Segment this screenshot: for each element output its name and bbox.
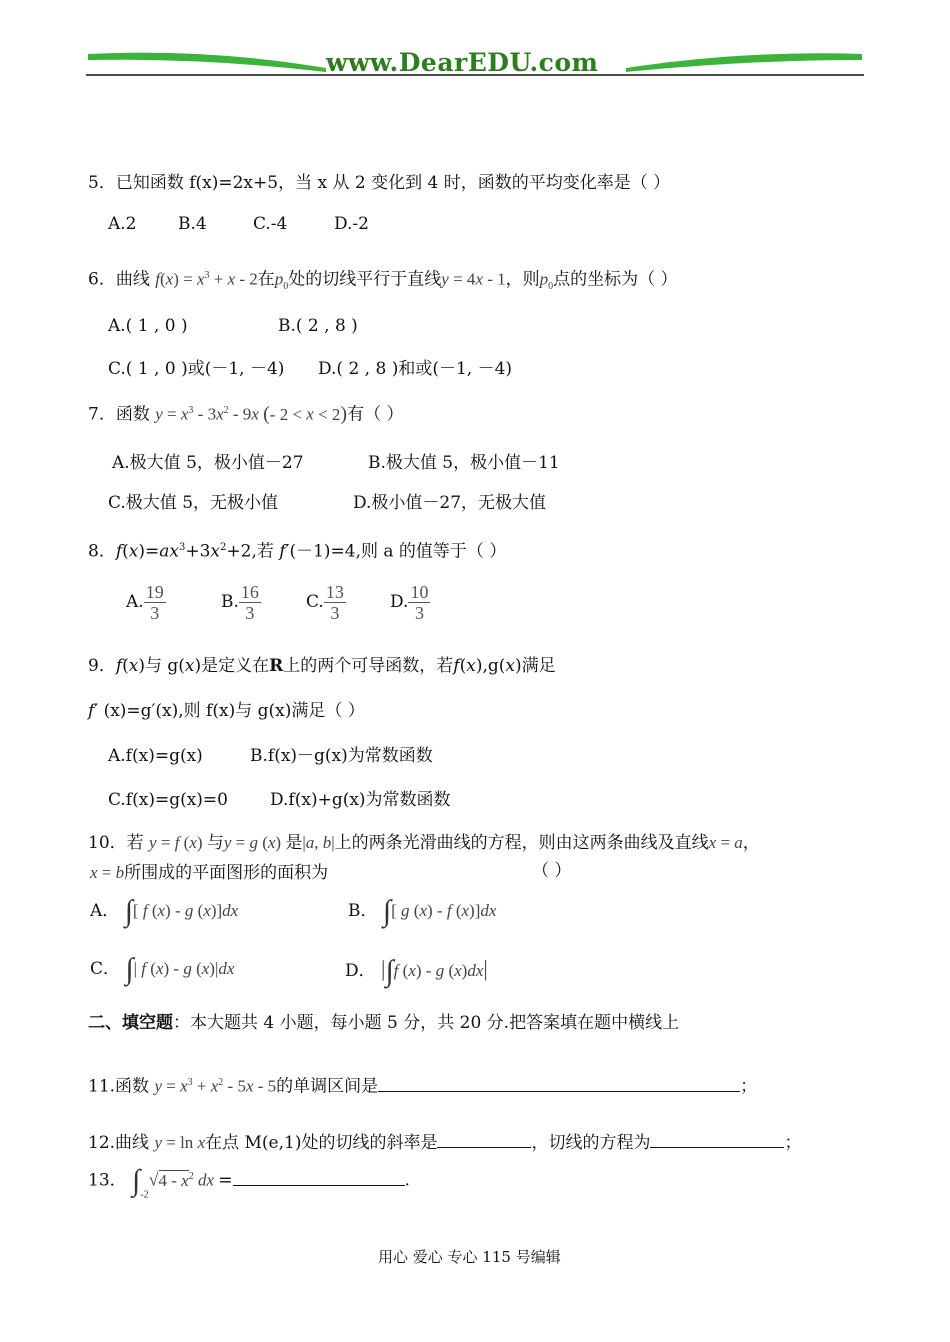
question-10-line-2: x = b所围成的平面图形的面积为 xyxy=(90,863,329,883)
answer-blank xyxy=(437,1147,531,1148)
question-7-option-d: D.极小值－27，无极大值 xyxy=(353,493,547,513)
fraction: $\frac{19}{3}$ xyxy=(145,582,164,623)
question-10-option-c: C． ∫| f (x) - g (x)|dx xyxy=(90,952,235,986)
question-6-option-a: A.( 1 , 0 ) xyxy=(108,316,188,336)
question-13: 13． $\int_{-2}√4 - x^2$ dx = . xyxy=(88,1164,410,1201)
question-7-option-b: B.极大值 5，极小值－11 xyxy=(368,453,560,473)
page-footer: 用心 爱心 专心 115 号编辑 xyxy=(378,1248,561,1266)
question-5-option-b: B.4 xyxy=(178,214,207,234)
question-8-stem: 8．$f(x)=ax^3+3x^2+2$,若 f′(－1)=4,则 a 的值等于（ ） xyxy=(88,541,507,562)
question-9-option-d: D.f(x)+g(x)为常数函数 xyxy=(270,790,451,810)
answer-blank xyxy=(650,1147,784,1148)
question-8-option-c: C. $\frac{13}{3}$ xyxy=(306,582,344,623)
question-8-option-b: B. $\frac{16}{3}$ xyxy=(221,582,259,623)
q6-curve-formula: f xyxy=(155,269,160,289)
question-10-option-b: B． ∫[ g (x) - f (x)]dx xyxy=(348,894,497,928)
question-8-option-a: A. $\frac{19}{3}$ xyxy=(126,582,164,623)
question-8-option-d: D. $\frac{10}{3}$ xyxy=(390,582,429,623)
answer-blank xyxy=(378,1091,740,1092)
question-5-option-a: A.2 xyxy=(108,214,137,234)
question-9-line-1: 9．f(x)与 g(x)是定义在R上的两个可导函数，若f(x),g(x)满足 xyxy=(88,656,556,676)
section-2-heading: 二、填空题：本大题共 4 小题，每小题 5 分，共 20 分.把答案填在题中横线上 xyxy=(88,1013,680,1033)
question-6-stem: 6．曲线 $f(x) = x^3 + x - 2$在$p_0$处的切线平行于直线y = 4x - 1，则$p_0$点的坐标为（ ） xyxy=(88,269,678,293)
question-12: 12.曲线 y = ln x在点 M(e,1)处的切线的斜率是 ，切线的方程为 ； xyxy=(88,1133,802,1153)
question-5-option-d: D.-2 xyxy=(334,214,369,234)
question-7-option-c: C.极大值 5，无极小值 xyxy=(108,493,279,513)
site-logo-text: www.DearEDU.com xyxy=(326,48,599,77)
question-6-option-d: D.( 2 , 8 )和或(－1, －4) xyxy=(318,359,513,379)
question-10-option-a: A． ∫[ f (x) - g (x)]dx xyxy=(90,894,239,928)
fraction: $\frac{10}{3}$ xyxy=(410,582,429,623)
question-5-option-c: C.-4 xyxy=(253,214,288,234)
question-11: 11.函数 $y = x^3 + x^2 - 5x - 5$的单调区间是 ； xyxy=(88,1076,758,1097)
question-6-option-b: B.( 2 , 8 ) xyxy=(278,316,358,336)
question-5-stem: 5．已知函数 f(x)=2x+5，当 x 从 2 变化到 4 时，函数的平均变化率是（ ） xyxy=(88,173,671,193)
question-9-option-b: B.f(x)－g(x)为常数函数 xyxy=(250,746,433,766)
question-7-option-a: A.极大值 5，极小值－27 xyxy=(112,453,304,473)
q7-function-formula: y xyxy=(155,404,163,424)
question-10-answer-paren: （ ） xyxy=(532,861,572,881)
fraction: $\frac{13}{3}$ xyxy=(325,582,344,623)
question-9-option-a: A.f(x)=g(x) xyxy=(108,746,203,766)
fraction: $\frac{16}{3}$ xyxy=(240,582,259,623)
question-9-option-c: C.f(x)=g(x)=0 xyxy=(108,790,228,810)
question-9-line-2: f′ (x)=g′(x),则 f(x)与 g(x)满足（ ） xyxy=(88,701,365,721)
answer-blank xyxy=(233,1185,405,1186)
question-10-option-d: D． |∫f (x) - g (x)dx| xyxy=(345,954,488,988)
question-7-stem: 7．函数 $y = x^3 - 3x^2 - 9x$ (- 2 < x < 2)有（ ） xyxy=(88,402,404,425)
question-6-option-c: C.( 1 , 0 )或(－1, －4) xyxy=(108,359,285,379)
question-10-line-1: 10．若 y = f (x) 与y = g (x) 是|a, b|上的两条光滑曲线的方程，则由这两条曲线及直线x = a， xyxy=(88,833,760,853)
